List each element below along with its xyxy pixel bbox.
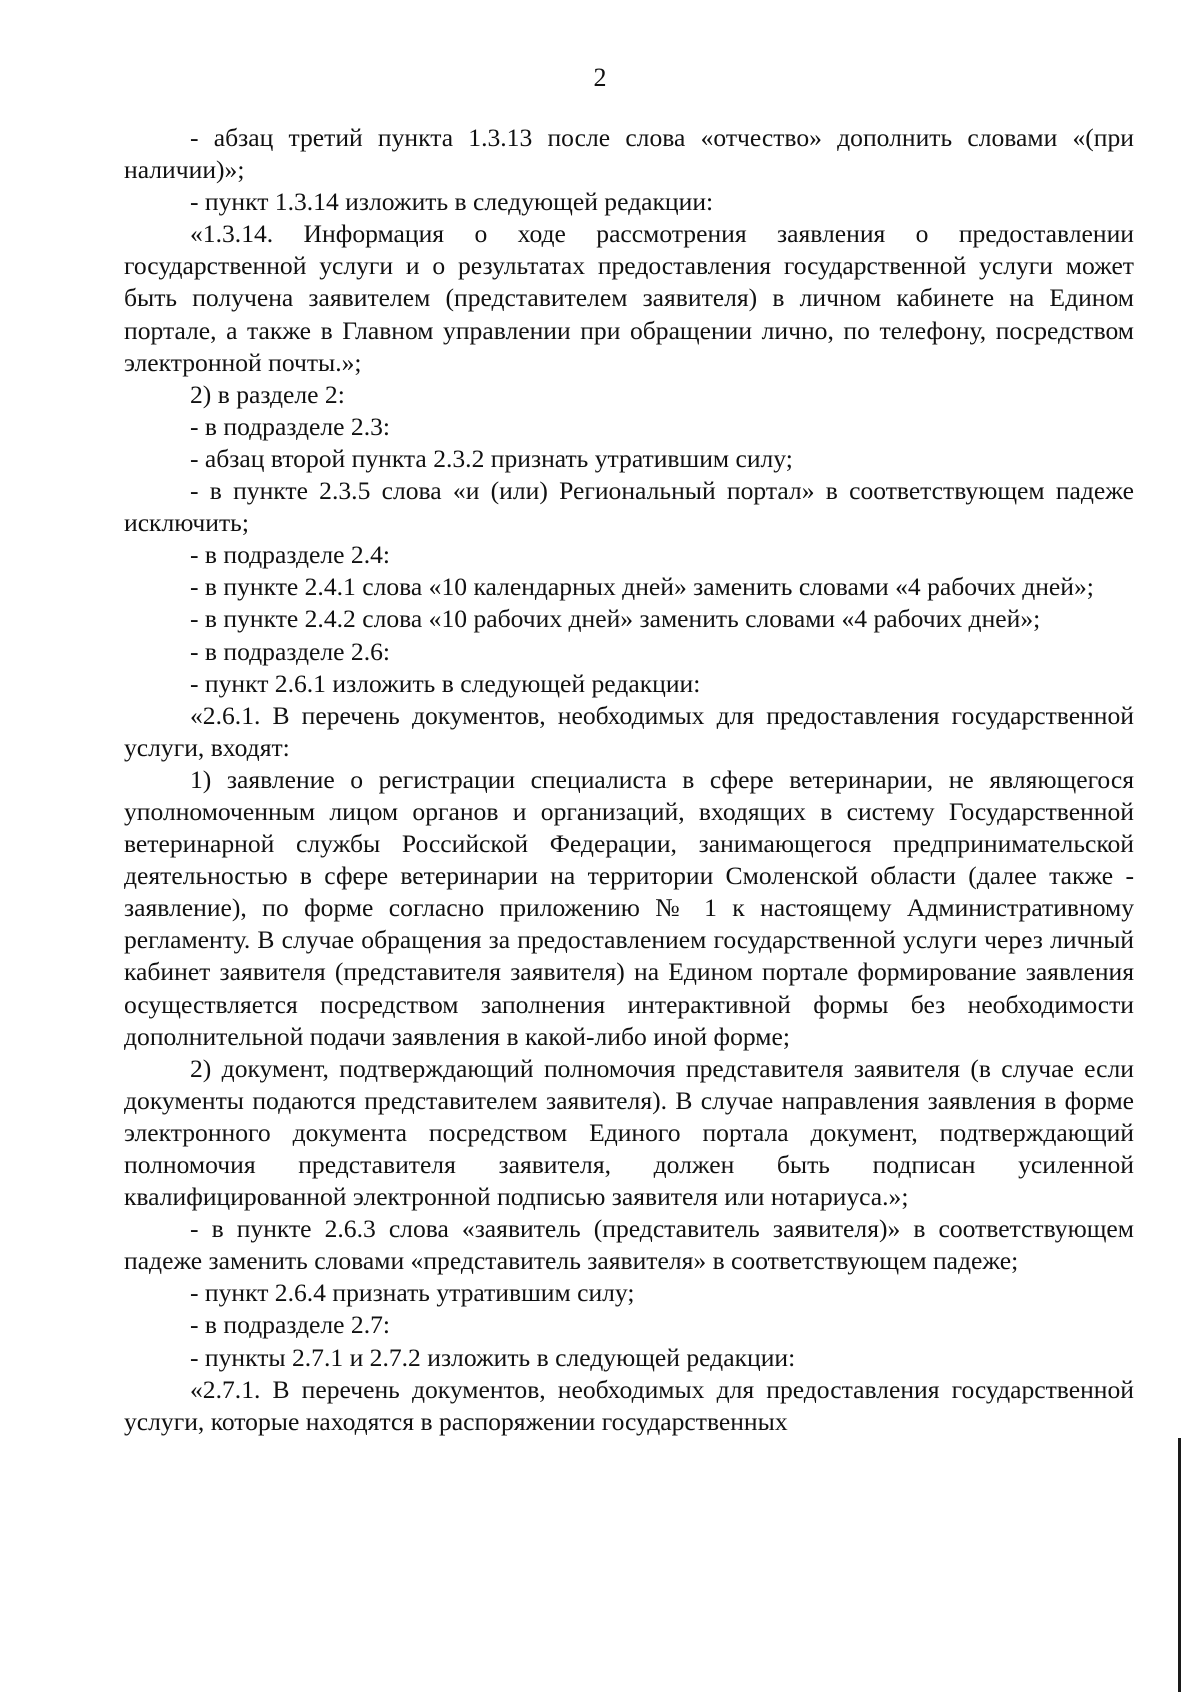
scan-edge-line — [1178, 1438, 1181, 1692]
paragraph: - пункт 2.6.4 признать утратившим силу; — [190, 1278, 635, 1308]
paragraph: - в пункте 2.4.1 слова «10 календарных дней» заменить словами «4 рабочих дней»; — [190, 572, 1094, 602]
paragraph: «2.7.1. В перечень документов, необходимых для предоставления государственной услуги, которые находятся в распоряжении государственных — [124, 1374, 1134, 1436]
paragraph: - пункты 2.7.1 и 2.7.2 изложить в следующей редакции: — [190, 1342, 796, 1372]
paragraph: «1.3.14. Информация о ходе рассмотрения заявления о предоставлении государственной услуги и о результатах предоставления государственной услуги может быть получена заявителем (представителем заявителя) в личном кабинете на Едином портале, а также в Главном управлении при обращении лично, по телефону, посредством электронной почты.»; — [124, 219, 1134, 377]
paragraph: - пункт 1.3.14 изложить в следующей редакции: — [190, 187, 714, 217]
paragraph: - в пункте 2.4.2 слова «10 рабочих дней» заменить словами «4 рабочих дней»; — [190, 604, 1041, 634]
paragraph: - пункт 2.6.1 изложить в следующей редакции: — [190, 668, 701, 698]
paragraph: 1) заявление о регистрации специалиста в сфере ветеринарии, не являющегося уполномоченным лицом органов и организаций, входящих в систему Государственной ветеринарной службы Российской Федерации, занимающегося предпринимательской деятельностью в сфере ветеринарии на территории Смоленской области (далее также - заявление), по форме согласно приложению № 1 к настоящему Административному регламенту. В случае обращения за предоставлением государственной услуги через личный кабинет заявителя (представителя заявителя) на Едином портале формирование заявления осуществляется посредством заполнения интерактивной формы без необходимости дополнительной подачи заявления в какой-либо иной форме; — [124, 764, 1134, 1051]
paragraph: 2) в разделе 2: — [190, 379, 345, 409]
paragraph: - в подразделе 2.3: — [190, 411, 391, 441]
paragraph: - в подразделе 2.7: — [190, 1310, 391, 1340]
document-body — [124, 122, 1134, 1438]
paragraph: «2.6.1. В перечень документов, необходимых для предоставления государственной услуги, входят: — [124, 700, 1134, 762]
paragraph: - абзац третий пункта 1.3.13 после слова «отчество» дополнить словами «(при наличии)»; — [124, 123, 1134, 185]
paragraph: - в пункте 2.3.5 слова «и (или) Региональный портал» в соответствующем падеже исключить; — [124, 476, 1134, 538]
paragraph: - в подразделе 2.4: — [190, 540, 391, 570]
paragraph: - абзац второй пункта 2.3.2 признать утратившим силу; — [190, 443, 793, 473]
page-number: 2 — [593, 63, 607, 92]
paragraph: - в подразделе 2.6: — [190, 636, 391, 666]
paragraph: 2) документ, подтверждающий полномочия представителя заявителя (в случае если документы подаются представителем заявителя). В случае направления заявления в форме электронного документа посредством Единого портала документ, подтверждающий полномочия представителя заявителя, должен быть подписан усиленной квалифицированной электронной подписью заявителя или нотариуса.»; — [124, 1053, 1134, 1212]
paragraph: - в пункте 2.6.3 слова «заявитель (представитель заявителя)» в соответствующем падеже заменить словами «представитель заявителя» в соответствующем падеже; — [124, 1214, 1134, 1276]
